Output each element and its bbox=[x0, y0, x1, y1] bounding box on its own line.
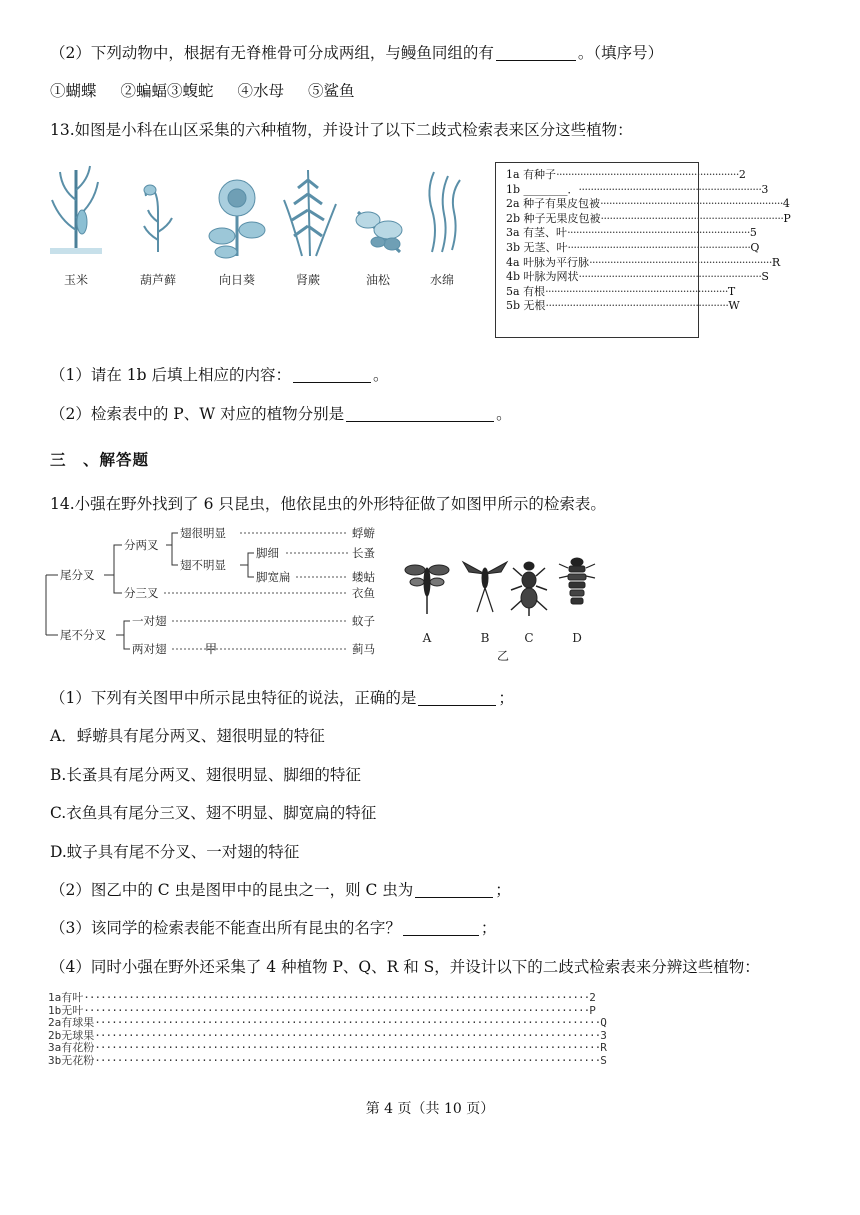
spirogyra-illustration bbox=[429, 172, 460, 252]
key-row: 2b 种子无果皮包被 ····························································· P bbox=[506, 211, 791, 225]
pine-illustration bbox=[356, 212, 402, 252]
q14-choice-b: B.长蚤具有尾分两叉、翅很明显、脚细的特征 bbox=[50, 766, 361, 784]
insect-name: 蝼蛄 bbox=[352, 570, 375, 584]
moss-illustration bbox=[144, 185, 172, 252]
key-row: 3a 有茎、叶 ····························································· 5 bbox=[506, 226, 757, 240]
q14-title: 14.小强在野外找到了 6 只昆虫，他依昆虫的外形特征做了如图甲所示的检索表。 bbox=[50, 495, 606, 513]
dichotomous-key-box bbox=[495, 162, 791, 338]
key-row: 1a 有种子 ····························································· 2 bbox=[506, 168, 746, 181]
insect-b-icon bbox=[463, 562, 507, 612]
insect-name: 长蚤 bbox=[352, 546, 375, 560]
insect-a-icon bbox=[405, 565, 449, 614]
insect-label-d: D bbox=[572, 631, 582, 645]
plant-label-pine: 油松 bbox=[365, 273, 391, 287]
key-row: 2a 有球果 ·························································································· Q bbox=[48, 1016, 607, 1029]
node-wing-not-obvious: 翅不明显 bbox=[180, 558, 226, 572]
key-row: 1b 无叶 ·························································································· P bbox=[48, 1003, 596, 1017]
insect-d-icon bbox=[559, 558, 595, 604]
key-row: 2b 无球果 ·························································································· 3 bbox=[48, 1028, 607, 1042]
figure-caption-jia: 甲 bbox=[205, 642, 218, 656]
q13-part2: （2）检索表中的 P、W 对应的植物分别是 。 bbox=[50, 405, 512, 423]
insect-name: 蓟马 bbox=[352, 642, 375, 656]
answer-blank[interactable] bbox=[496, 44, 576, 61]
answer-blank[interactable] bbox=[418, 689, 496, 706]
q13-part1: （1）请在 1b 后填上相应的内容： 。 bbox=[50, 366, 389, 384]
insect-c-icon bbox=[511, 562, 547, 616]
key-row: 1a 有叶 ·························································································· 2 bbox=[48, 991, 596, 1004]
node-leg-thin: 脚细 bbox=[256, 546, 279, 560]
option-4: ⑤鲨鱼 bbox=[308, 82, 355, 100]
corn-illustration bbox=[50, 166, 102, 254]
key-row: 3b 无花粉 ·························································································· S bbox=[48, 1053, 607, 1067]
insect-drawings bbox=[405, 552, 605, 672]
node-tail-split: 尾分叉 bbox=[60, 568, 95, 582]
key-row: 5a 有根 ····························································· T bbox=[506, 284, 736, 298]
node-two-fork: 分两叉 bbox=[124, 538, 159, 552]
q14-choice-c: C.衣鱼具有尾分三叉、翅不明显、脚宽扁的特征 bbox=[50, 804, 377, 822]
page-footer: 第 4 页（共 10 页） bbox=[365, 1101, 495, 1117]
insect-label-a: A bbox=[422, 631, 432, 645]
q14-choice-d: D.蚊子具有尾不分叉、一对翅的特征 bbox=[50, 843, 300, 861]
answer-blank[interactable] bbox=[293, 366, 371, 383]
section-heading: 三 、解答题 bbox=[50, 450, 150, 469]
node-one-pair-wings: 一对翅 bbox=[132, 614, 167, 628]
q13-title: 13.如图是小科在山区采集的六种植物，并设计了以下二歧式检索表来区分这些植物： bbox=[50, 121, 633, 139]
q14-choice-a: A．蜉蝣具有尾分两叉、翅很明显的特征 bbox=[50, 727, 325, 745]
key-row: 3b 无茎、叶 ····························································· Q bbox=[506, 240, 760, 254]
plant-label-fern: 肾蕨 bbox=[295, 273, 321, 287]
q14-part4: （4）同时小强在野外还采集了 4 种植物 P、Q、R 和 S，并设计以下的二歧式检索表来分辨这些植物： bbox=[50, 958, 760, 976]
plant-label-moss: 葫芦藓 bbox=[139, 273, 177, 287]
plant-figure bbox=[40, 160, 480, 300]
node-leg-wide: 脚宽扁 bbox=[256, 570, 291, 584]
q12-options bbox=[50, 80, 355, 102]
figure-caption-yi: 乙 bbox=[496, 649, 510, 663]
key-row: 5b 无根 ····························································· W bbox=[506, 299, 740, 313]
node-wing-obvious: 翅很明显 bbox=[180, 526, 226, 540]
insect-label-c: C bbox=[524, 631, 534, 645]
node-three-fork: 分三叉 bbox=[124, 586, 159, 600]
node-two-pair-wings: 两对翅 bbox=[132, 642, 167, 656]
answer-blank[interactable] bbox=[415, 881, 493, 898]
q12-part2: （2）下列动物中，根据有无脊椎骨可分成两组，与鳗鱼同组的有 。（填序号） bbox=[50, 44, 664, 62]
q14-part1: （1）下列有关图甲中所示昆虫特征的说法，正确的是 ； bbox=[50, 689, 514, 707]
insect-name: 蚊子 bbox=[352, 614, 375, 628]
node-tail-no-split: 尾不分叉 bbox=[60, 628, 106, 642]
insect-label-b: B bbox=[480, 631, 490, 645]
option-2: ②蝙蝠③蝮蛇 bbox=[120, 82, 214, 100]
answer-blank[interactable] bbox=[403, 919, 479, 936]
key-row: 4b 叶脉为网状 ····························································· S bbox=[506, 270, 769, 284]
key-row: 1b ________． ····························································· 3 bbox=[506, 182, 769, 196]
insect-name: 蜉蝣 bbox=[352, 526, 375, 540]
answer-blank[interactable] bbox=[346, 405, 494, 422]
sunflower-illustration bbox=[209, 180, 265, 258]
plant-label-sunflower: 向日葵 bbox=[218, 273, 256, 287]
key-row: 2a 种子有果皮包被 ····························································· 4 bbox=[506, 197, 790, 211]
plant-label-corn: 玉米 bbox=[63, 273, 89, 287]
plant-label-spirogyra: 水绵 bbox=[429, 273, 455, 287]
q14-part3: （3）该同学的检索表能不能查出所有昆虫的名字？ ； bbox=[50, 919, 497, 937]
option-3: ④水母 bbox=[237, 82, 285, 100]
insect-name: 衣鱼 bbox=[352, 586, 375, 600]
plant-key-list bbox=[48, 991, 607, 1067]
key-row: 4a 叶脉为平行脉 ····························································· R bbox=[506, 255, 781, 269]
option-1: ①蝴蝶 bbox=[50, 82, 97, 100]
key-row: 3a 有花粉 ·························································································· R bbox=[48, 1041, 607, 1054]
q14-part2: （2）图乙中的 C 虫是图甲中的昆虫之一，则 C 虫为 ； bbox=[50, 881, 511, 899]
fern-illustration bbox=[284, 170, 336, 256]
insect-key-tree bbox=[42, 525, 402, 655]
